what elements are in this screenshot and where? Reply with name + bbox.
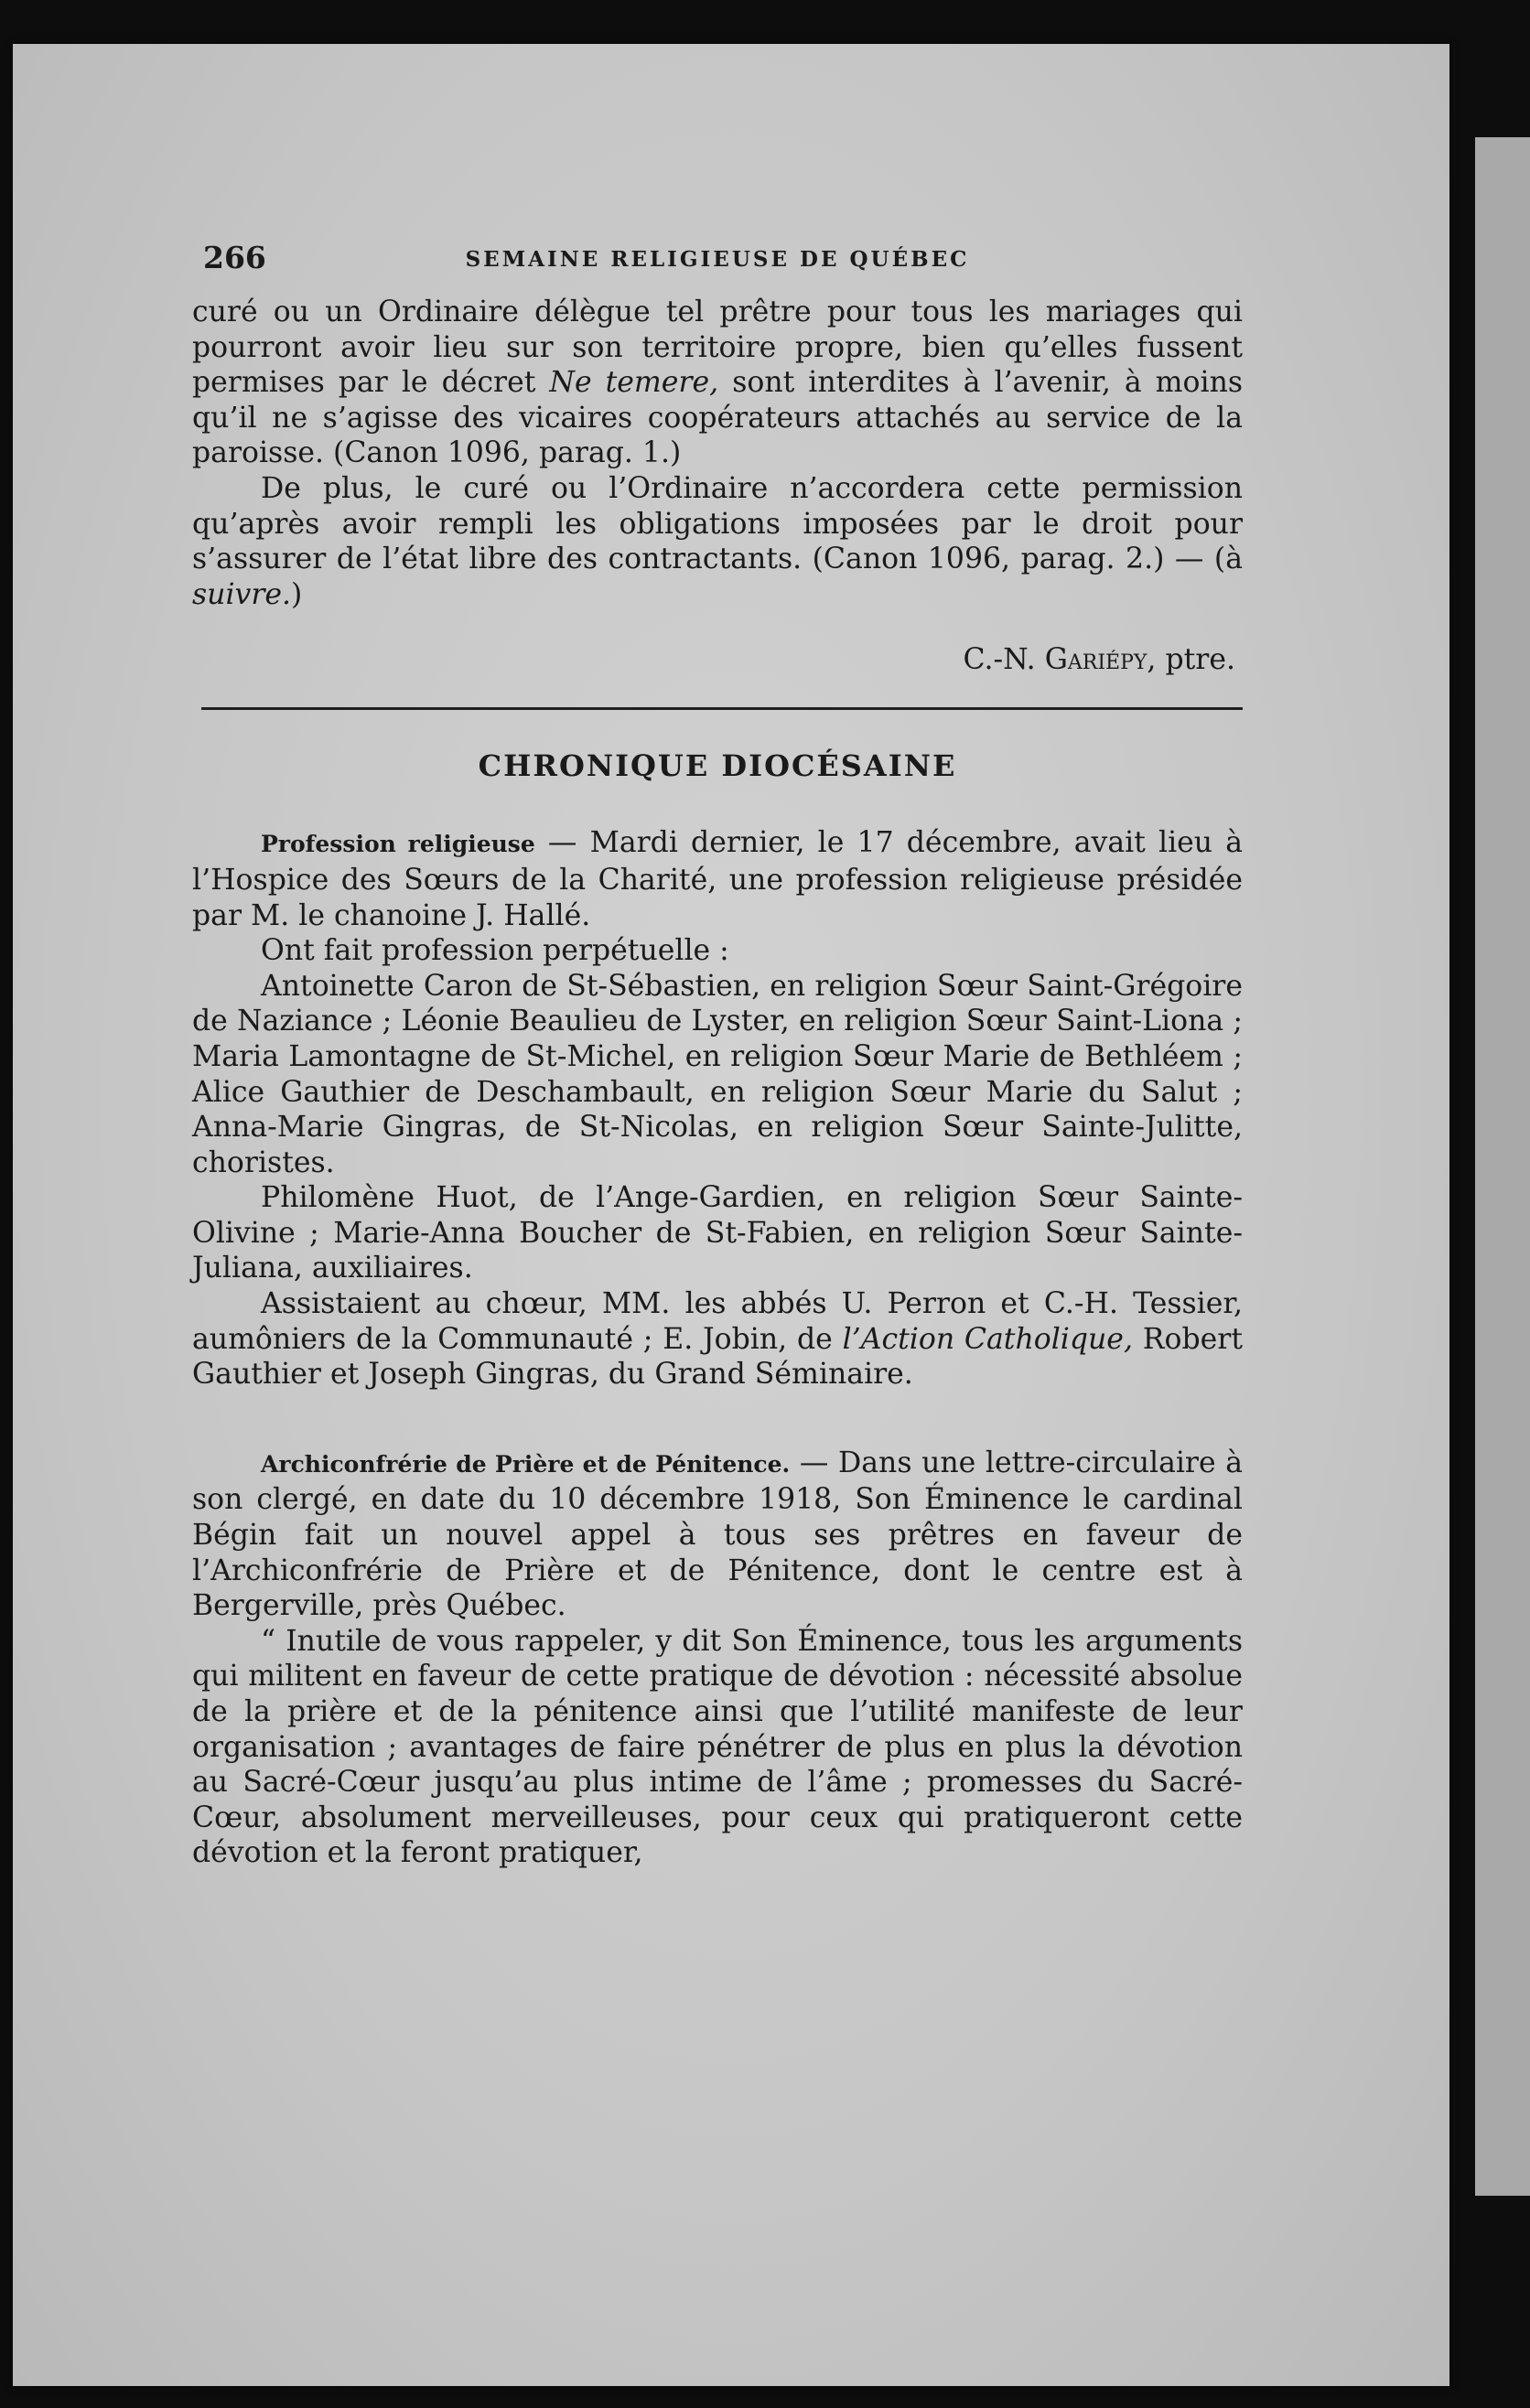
page-number: 266 <box>203 240 266 275</box>
section-heading: CHRONIQUE DIOCÉSAINE <box>478 748 957 784</box>
page-content <box>192 240 1243 1871</box>
author-signature: C.-N. Gariépy, ptre. <box>963 643 1235 677</box>
paragraph: Philomène Huot, de l’Ange-Gardien, en religion Sœur Sainte-Olivine ; Marie-Anna Boucher de St-Fabien, en religion Sœur Sainte-Juliana, auxiliaires. <box>192 1181 1243 1285</box>
journal-title: SEMAINE RELIGIEUSE DE QUÉBEC <box>465 247 970 272</box>
item-lead: Profession religieuse <box>261 831 535 858</box>
paragraph: Assistaient au chœur, MM. les abbés U. Perron et C.-H. Tessier, aumôniers de la Communauté ; E. Jobin, de l’Action Catholique, Robert Gauthier et Joseph Gingras, du Grand Séminaire. <box>192 1287 1244 1392</box>
spacer <box>192 1392 1243 1446</box>
paragraph: curé ou un Ordinaire délègue tel prêtre pour tous les mariages qui pourront avoir lieu sur son territoire propre, bien qu’elles fussent permises par le décret Ne temere, sont interdites à l’avenir, à moins qu’il ne s’agisse des vicaires coopérateurs attachés au service de la paroisse. (Canon 1096, parag. 1.) <box>192 296 1244 470</box>
paragraph: Ont fait profession perpétuelle : <box>261 934 729 968</box>
paragraph: Archiconfrérie de Prière et de Pénitence. — Dans une lettre-circulaire à son clergé, en date du 10 décembre 1918, Son Éminence le cardinal Bégin fait un nouvel appel à tous ses prêtres en faveur de l’Archiconfrérie de Prière et de Pénitence, dont le centre est à Bergerville, près Québec. <box>192 1446 1244 1623</box>
paragraph: “ Inutile de vous rappeler, y dit Son Éminence, tous les arguments qui militent en faveur de cette pratique de dévotion : nécessité absolue de la prière et de la pénitence ainsi que l’utilité manifeste de leur organisation ; avantages de faire pénétrer de plus en plus la dévotion au Sacré-Cœur jusqu’au plus intime de l’âme ; promesses du Sacré-Cœur, absolument merveilleuses, pour ceux qui pratiqueront cette dévotion et la feront pratiquer, <box>192 1624 1243 1870</box>
paragraph: Antoinette Caron de St-Sébastien, en religion Sœur Saint-Grégoire de Naziance ; Léonie Beaulieu de Lyster, en religion Sœur Saint-Liona ; Maria Lamontagne de St-Michel, en religion Sœur Marie de Bethléem ; Alice Gauthier de Deschambault, en religion Sœur Marie du Salut ; Anna-Marie Gingras, de St-Nicolas, en religion Sœur Sainte-Julitte, choristes. <box>192 969 1243 1179</box>
paragraph: De plus, le curé ou l’Ordinaire n’accordera cette permission qu’après avoir rempli les obligations imposées par le droit pour s’assurer de l’état libre des contractants. (Canon 1096, parag. 2.) — (à suivre.) <box>192 471 1243 611</box>
item-lead: Archiconfrérie de Prière et de Pénitence. <box>261 1450 791 1478</box>
adjacent-page-edge <box>1475 137 1530 2196</box>
section-divider <box>201 707 1243 710</box>
running-header <box>192 240 1243 295</box>
paragraph: Profession religieuse — Mardi dernier, le 17 décembre, avait lieu à l’Hospice des Sœurs de la Charité, une profession religieuse présidée par M. le chanoine J. Hallé. <box>192 826 1244 932</box>
